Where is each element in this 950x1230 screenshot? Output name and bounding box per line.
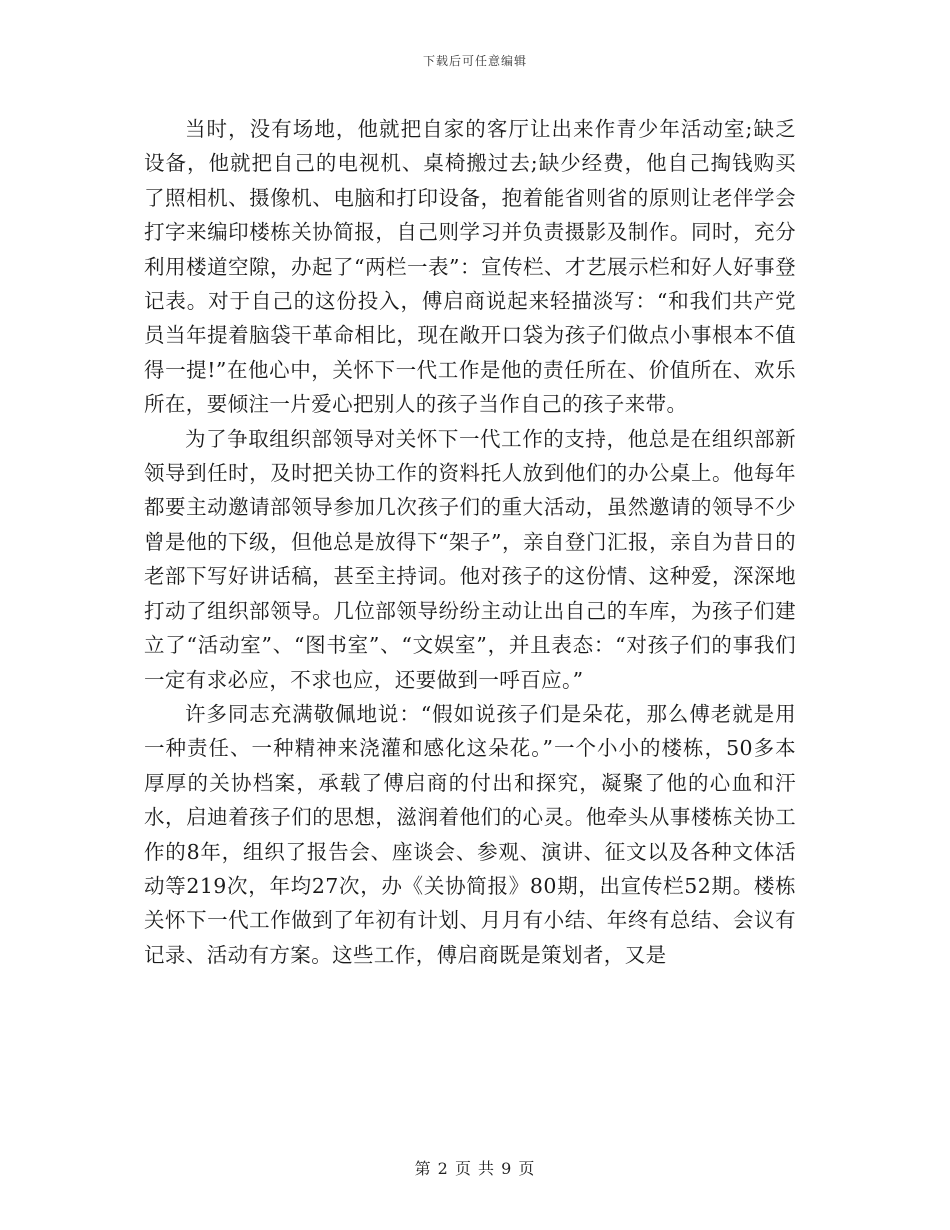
paragraph-3: 许多同志充满敬佩地说：“假如说孩子们是朵花，那么傅老就是用一种责任、一种精神来浇灌和感化这朵花。”一个小小的楼栋，50多本厚厚的关协档案，承载了傅启商的付出和探究，凝聚了他的心血和汗水，启迪着孩子们的思想，滋润着他们的心灵。他牵头从事楼栋关协工作的8年，组织了报告会、座谈会、参观、演讲、征文以及各种文体活动等219次，年均27次，办《关协简报》80期，出宣传栏52期。楼栋关怀下一代工作做到了年初有计划、月月有小结、年终有总结、会议有记录、活动有方案。这些工作，傅启商既是策划者，又是 (144, 701, 796, 967)
paragraph-2: 为了争取组织部领导对关怀下一代工作的支持，他总是在组织部新领导到任时，及时把关协工作的资料托人放到他们的办公桌上。他每年都要主动邀请部领导参加几次孩子们的重大活动，虽然邀请的领导不少曾是他的下级，但他总是放得下“架子”，亲自登门汇报，亲自为昔日的老部下写好讲话稿，甚至主持词。他对孩子的这份情、这种爱，深深地打动了组织部领导。几位部领导纷纷主动让出自己的车库，为孩子们建立了“活动室”、“图书室”、“文娱室”，并且表态：“对孩子们的事我们一定有求必应，不求也应，还要做到一呼百应。” (144, 426, 796, 692)
page-header: 下载后可任意编辑 (422, 54, 527, 68)
paragraph-1: 当时，没有场地，他就把自家的客厅让出来作青少年活动室;缺乏设备，他就把自己的电视机、桌椅搬过去;缺少经费，他自己掏钱购买了照相机、摄像机、电脑和打印设备，抱着能省则省的原则让老伴学会打字来编印楼栋关协简报，自己则学习并负责摄影及制作。同时，充分利用楼道空隙，办起了“两栏一表”：宣传栏、才艺展示栏和好人好事登记表。对于自己的这份投入，傅启商说起来轻描淡写：“和我们共产党员当年提着脑袋干革命相比，现在敞开口袋为孩子们做点小事根本不值得一提!”在他心中，关怀下一代工作是他的责任所在、价值所在、欢乐所在，要倾注一片爱心把别人的孩子当作自己的孩子来带。 (144, 117, 796, 417)
page-number-footer: 第 2 页 共 9 页 (414, 1159, 536, 1178)
document-body (144, 112, 796, 972)
